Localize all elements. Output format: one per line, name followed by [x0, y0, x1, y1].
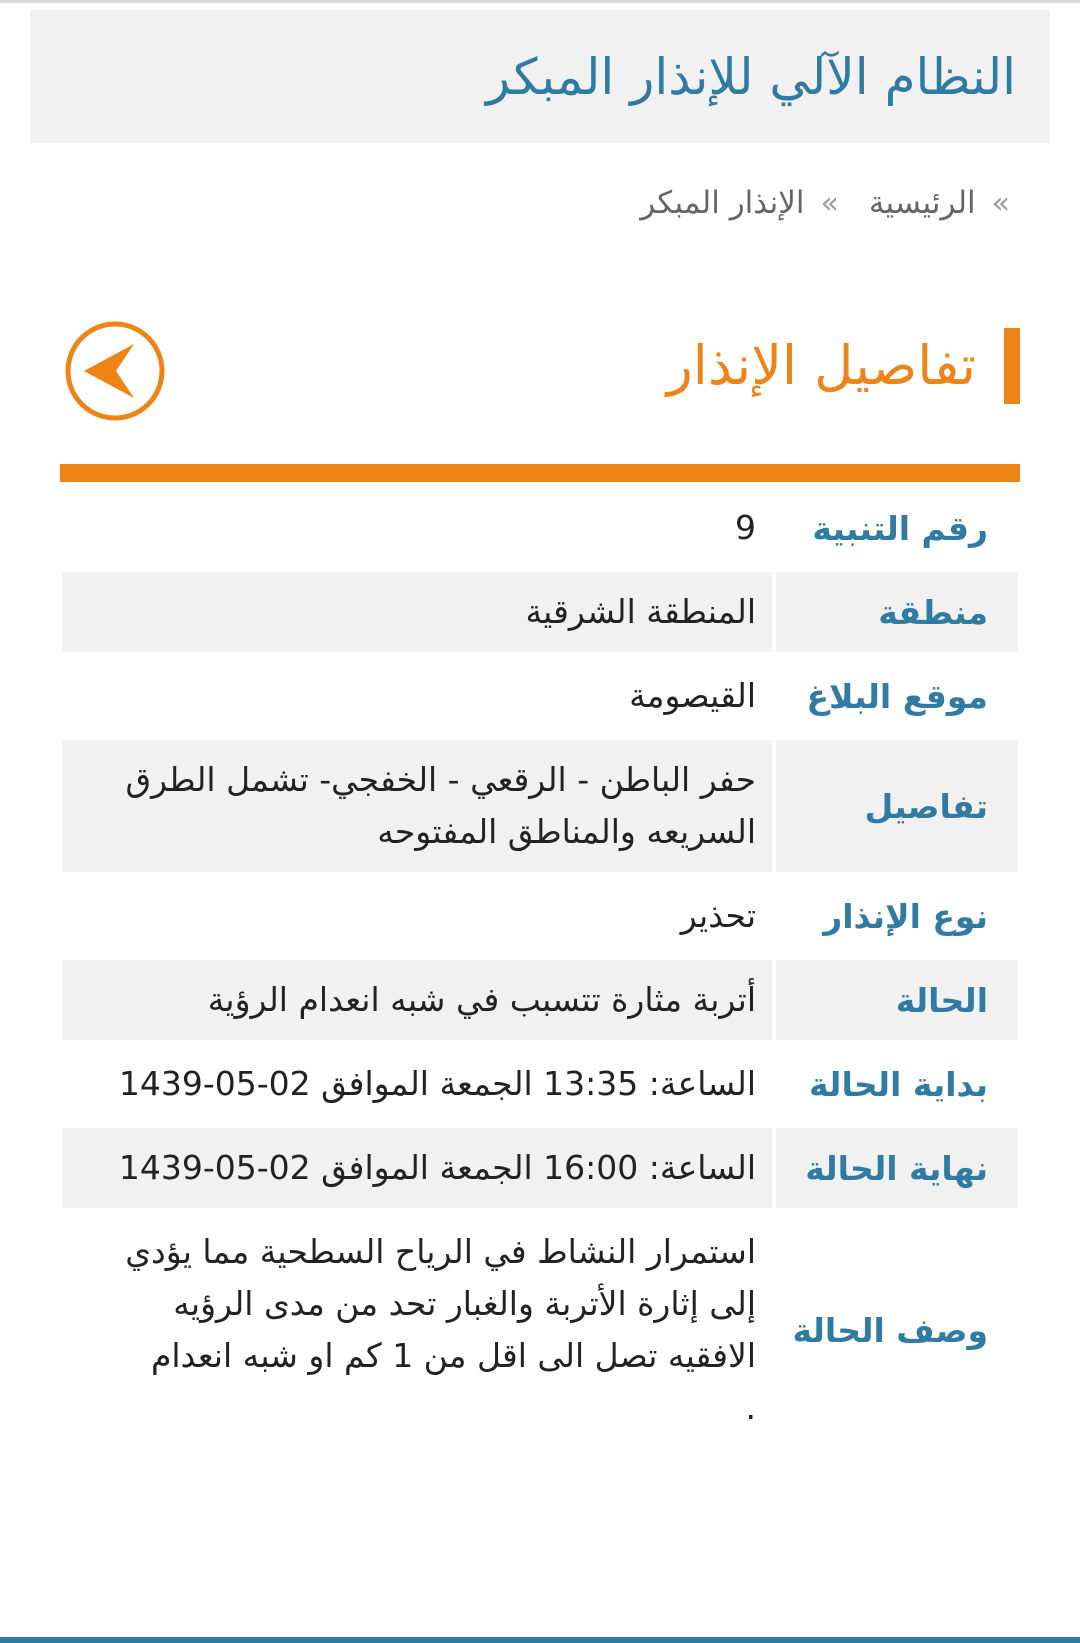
description-line: استمرار النشاط في الرياح السطحية مما يؤدي — [125, 1232, 756, 1271]
row-label-status-description: وصف الحالة — [772, 1212, 1018, 1448]
row-label-alert-type: نوع الإنذار — [772, 876, 1018, 956]
description-line: . — [745, 1388, 756, 1427]
row-label-status-start: بداية الحالة — [772, 1044, 1018, 1124]
table-row — [62, 488, 1018, 568]
table-row — [62, 1128, 1018, 1208]
section-divider — [60, 464, 1020, 482]
row-value-report-location: القيصومة — [629, 676, 756, 715]
row-value-details — [62, 740, 772, 872]
table-row — [62, 960, 1018, 1040]
alert-details-table — [62, 484, 1018, 1452]
row-value-alert-type: تحذير — [680, 896, 756, 935]
row-value-status: أتربة مثارة تتسبب في شبه انعدام الرؤية — [62, 960, 772, 1040]
table-row — [62, 1212, 1018, 1448]
top-rule — [0, 0, 1080, 3]
row-value-alert-number: 9 — [735, 508, 756, 547]
back-arrow-icon — [64, 320, 166, 422]
description-line: الافقيه تصل الى اقل من 1 كم او شبه انعدام — [150, 1336, 756, 1375]
section-title: تفاصيل الإنذار — [666, 334, 976, 397]
row-label-region: منطقة — [772, 572, 1018, 652]
row-label-details: تفاصيل — [772, 740, 1018, 872]
section-header — [667, 328, 1020, 404]
table-row — [62, 740, 1018, 872]
row-label-status-end: نهاية الحالة — [772, 1128, 1018, 1208]
row-value-region: المنطقة الشرقية — [62, 572, 772, 652]
row-value-status-start: الساعة: 13:35 الجمعة الموافق 02-05-1439 — [118, 1064, 756, 1103]
description-line: إلى إثارة الأتربة والغبار تحد من مدى الرؤيه — [173, 1284, 756, 1323]
table-row — [62, 656, 1018, 736]
row-label-alert-number: رقم التنبية — [772, 488, 1018, 568]
app-title: النظام الآلي للإنذار المبكر — [485, 47, 1016, 106]
chevron-double-icon: » — [820, 185, 839, 221]
breadcrumb — [610, 185, 1010, 221]
details-line: السريعه والمناطق المفتوحه — [377, 812, 756, 851]
section-accent-bar — [1004, 328, 1020, 404]
details-line: حفر الباطن - الرقعي - الخفجي- تشمل الطرق — [125, 760, 756, 799]
table-row — [62, 876, 1018, 956]
row-value-status-description — [62, 1212, 772, 1448]
breadcrumb-early-warning-link[interactable]: الإنذار المبكر — [640, 185, 805, 221]
row-value-status-end: الساعة: 16:00 الجمعة الموافق 02-05-1439 — [62, 1128, 772, 1208]
row-label-status: الحالة — [772, 960, 1018, 1040]
row-label-report-location: موقع البلاغ — [772, 656, 1018, 736]
breadcrumb-home-link[interactable]: الرئيسية — [868, 185, 976, 221]
app-header — [30, 10, 1050, 143]
bottom-rule — [0, 1637, 1080, 1643]
table-row — [62, 572, 1018, 652]
back-button[interactable] — [64, 320, 166, 422]
table-row — [62, 1044, 1018, 1124]
chevron-double-icon: » — [991, 185, 1010, 221]
